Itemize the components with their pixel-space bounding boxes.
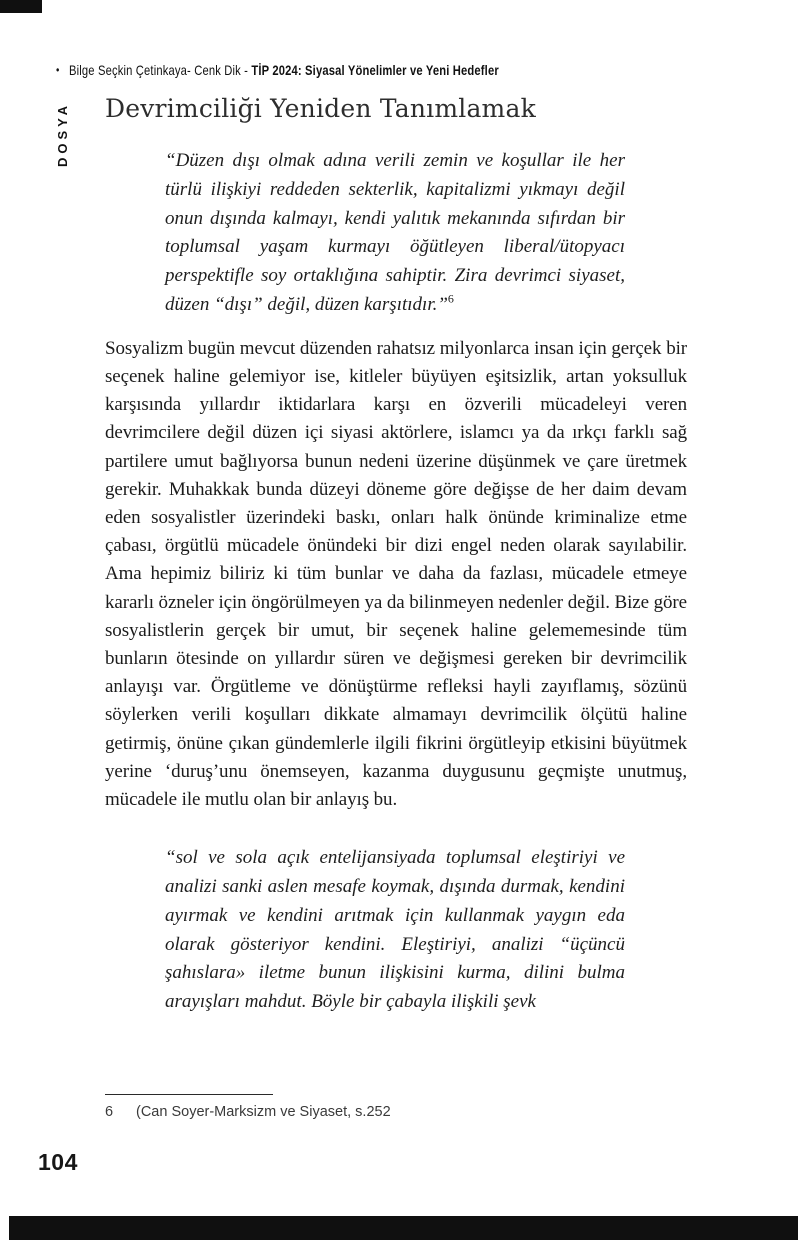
header-article-title: TİP 2024: Siyasal Yönelimler ve Yeni Hedefler (251, 62, 499, 78)
footnote-text: (Can Soyer-Marksizm ve Siyaset, s.252 (136, 1104, 391, 1120)
footnote-separator-rule (105, 1094, 273, 1095)
section-heading: Devrimciliği Yeniden Tanımlamak (105, 94, 536, 123)
footnote-area (105, 1094, 687, 1120)
block-quote-2: “sol ve sola açık entelijansiyada toplumsal eleştiriyi ve analizi sanki aslen mesafe koymak, dışında durmak, kendini ayırmak ve kendini arıtmak için kullanmak yaygın eda olarak gösteriyor kendini. Eleştiriyi, analizi “üçüncü şahıslara» iletme bunun ilişkisini kurma, dilini bulma arayışları mahdut. Böyle bir çabayla ilişkili şevk (165, 847, 625, 1013)
block-quote-1 (165, 147, 625, 320)
running-header (56, 62, 499, 78)
body-paragraph: Sosyalizm bugün mevcut düzenden rahatsız milyonlarca insan için gerçek bir seçenek haline gelemiyor ise, kitleler büyüyen eşitsizlik, artan yoksulluk karşısında yıllardır iktidarlara karşı en özverili mücadeleyi veren devrimcilere değil düzen içi siyasi aktörlere, islamcı ya da ırkçı farklı sağ partilere umut bağlıyorsa bunun nedeni üzerine düşünmek ve çare üretmek gerekir. Muhakkak bunda düzeyi döneme göre değişse de her daim devam eden sosyalistler üzerindeki baskı, onları halk önünde kriminalize etme çabası, örgütlü mücadele önündeki bir dizi engel neden olarak sayılabilir. Ama hepimiz biliriz ki tüm bunlar ve daha da fazlası, mücadele etmeye kararlı özneler için öngörülmeyen ya da bilinmeyen nedenler değil. Bize göre sosyalistlerin gerçek bir umut, bir seçenek haline gelememesinde tüm bunların ötesinde on yıllardır süren ve değişmesi gereken bir devrimcilik anlayışı var. Örgütleme ve dönüştürme refleksi hayli zayıflamış, sözünü söylerken verili koşulları dikkate almamayı devrimcilik ölçütü haline getirmiş, önüne çıkan gündemlerle ilgili fikrini örgütleyip etkisini büyütmek yerine ‘duruş’unu önemseyen, kazanma duygusunu geçmişte unutmuş, mücadele ile mutlu olan bir anlayış bu. (105, 337, 687, 811)
side-label-dosya: DOSYA (55, 101, 70, 167)
bottom-ink-bar (9, 1216, 798, 1240)
top-left-ink-block (0, 0, 42, 13)
header-bullet-icon: • (56, 63, 60, 77)
footnote-reference-mark: 6 (447, 291, 454, 306)
main-text-column (105, 94, 687, 1017)
header-authors: Bilge Seçkin Çetinkaya- Cenk Dik - (68, 62, 252, 78)
block-quote-1-text: “Düzen dışı olmak adına verili zemin ve koşullar ile her türlü ilişkiyi reddeden sekterlik, kapitalizmi yıkmayı değil onun dışında kalmayı, kendi yalıtık mekanında sıfırdan bir toplumsal yaşam kurmayı öğütleyen liberal/ütopyacı perspektifle soy ortaklığına sahiptir. Zira devrimci siyaset, düzen “dışı” değil, düzen karşıtıdır.” (165, 150, 625, 315)
page-number: 104 (38, 1149, 78, 1175)
footnote-number: 6 (105, 1104, 114, 1120)
